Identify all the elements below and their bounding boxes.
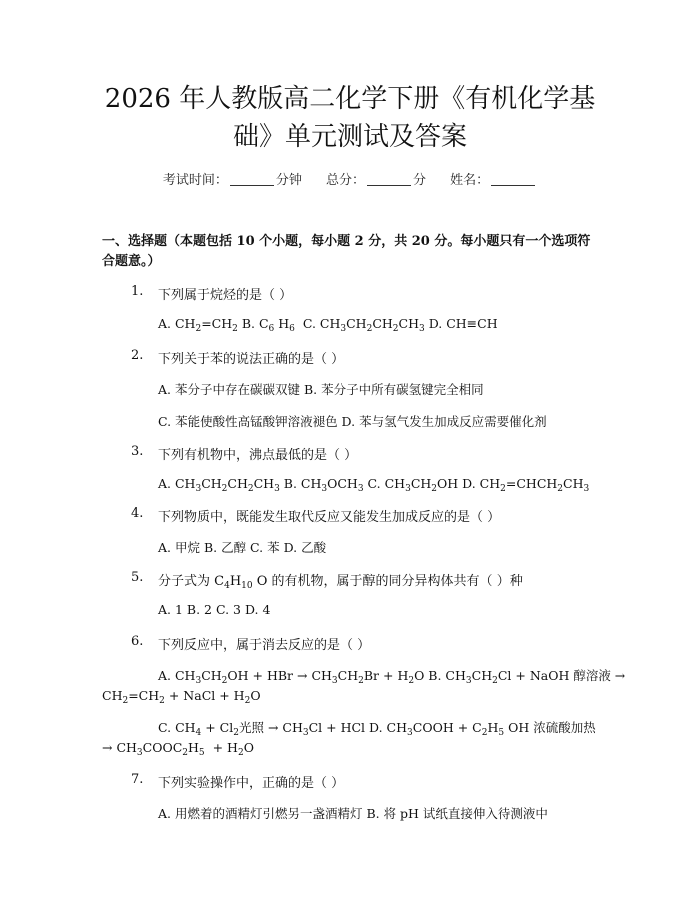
question-stem: 分子式为 $C_4H_{10}$ O 的有机物，属于醇的同分异构体共有（ ）种 [158, 574, 523, 591]
question-stem: 下列实验操作中，正确的是（ ） [158, 776, 345, 791]
title-line-1: 2026 年人教版高二化学下册《有机化学基 [104, 84, 596, 114]
question-options: A. $CH_3CH_2OH$ + HBr → $CH_3CH_2Br + H_2O$ B. $CH_3CH_2Cl$ + NaOH 醇溶液 → [158, 668, 626, 686]
question-options: A. 甲烷 B. 乙醇 C. 苯 D. 乙酸 [158, 540, 327, 555]
question-number: 3. [131, 444, 144, 459]
question-number: 1. [131, 284, 144, 299]
time-blank [230, 172, 274, 186]
question-number: 5. [131, 570, 144, 585]
question-number: 7. [131, 772, 144, 787]
title-line-2: 础》单元测试及答案 [232, 122, 467, 152]
question-number: 6. [131, 634, 144, 649]
question-stem: 下列关于苯的说法正确的是（ ） [158, 352, 345, 367]
exam-info-line [0, 169, 700, 188]
question-stem: 下列属于烷烃的是（ ） [158, 288, 293, 303]
question-options: A. 苯分子中存在碳碳双键 B. 苯分子中所有碳氢键完全相同 [158, 382, 484, 397]
name-blank [491, 172, 535, 186]
question-number: 4. [131, 506, 144, 521]
exam-time: 考试时间： 分钟 [162, 173, 302, 188]
score-blank [367, 172, 411, 186]
page-title [60, 80, 640, 156]
question-options: → $CH_3COOC_2H_5 + H_2O$ [102, 740, 254, 758]
question-stem: 下列有机物中，沸点最低的是（ ） [158, 448, 358, 463]
question-stem: 下列反应中，属于消去反应的是（ ） [158, 638, 371, 653]
question-options: A. 用燃着的酒精灯引燃另一盏酒精灯 B. 将 pH 试纸直接伸入待测液中 [158, 806, 548, 821]
question-options: A. $CH_3CH_2CH_2CH_3$ B. $CH_3OCH_3$ C. $CH_3CH_2OH$ D. $CH_2=CHCH_2CH_3$ [158, 476, 590, 494]
question-options: A. 1 B. 2 C. 3 D. 4 [158, 602, 271, 617]
exam-score: 总分： 分 [325, 173, 427, 188]
question-number: 2. [131, 348, 144, 363]
question-options: C. $CH_4 + Cl_2$光照 → $CH_3Cl$ + HCl D. $CH_3COOH + C_2H_5$ OH 浓硫酸加热 [158, 720, 596, 738]
question-options: A. $CH_2=CH_2$ B. $C_6$ $H_6$ C. $CH_3CH_2CH_2CH_3$ D. CH≡CH [158, 316, 498, 334]
student-name: 姓名： [450, 169, 537, 188]
question-options: C. 苯能使酸性高锰酸钾溶液褪色 D. 苯与氢气发生加成反应需要催化剂 [158, 414, 547, 429]
question-options: $CH_2=CH_2$ + NaCl + $H_2O$ [102, 688, 261, 706]
question-stem: 下列物质中，既能发生取代反应又能发生加成反应的是（ ） [158, 510, 501, 525]
section-heading: 一、选择题（本题包括 10 个小题，每小题 2 分，共 20 分。每小题只有一个选项符合题意。） [102, 234, 591, 269]
